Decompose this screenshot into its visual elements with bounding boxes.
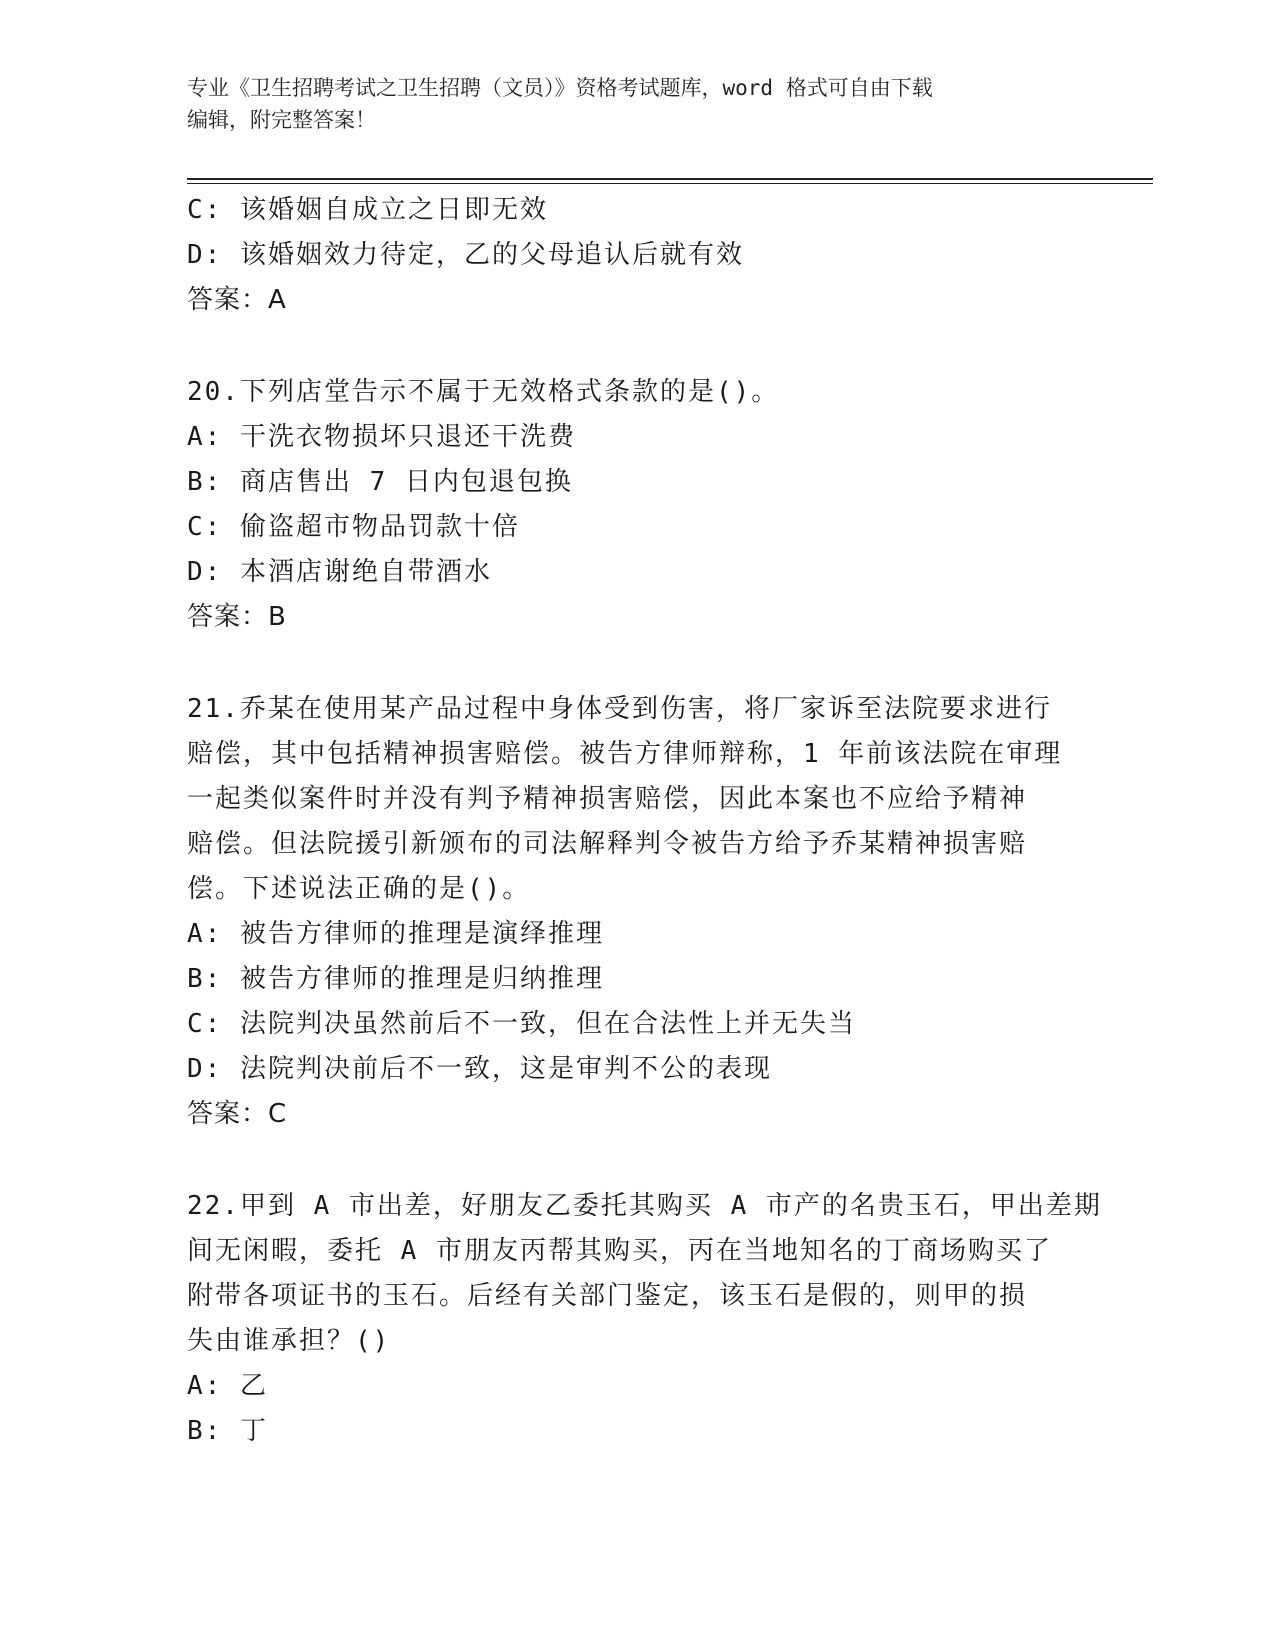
header-divider-thin <box>187 183 1153 184</box>
option-d: D: 法院判决前后不一致，这是审判不公的表现 <box>187 1054 772 1084</box>
question-stem-line: 偿。下述说法正确的是()。 <box>187 874 531 904</box>
option-a: A: 干洗衣物损坏只退还干洗费 <box>187 422 576 452</box>
spacer <box>187 323 1087 370</box>
question-stem-line: 21.乔某在使用某产品过程中身体受到伤害，将厂家诉至法院要求进行 <box>187 694 1052 724</box>
question-stem-line: 赔偿，其中包括精神损害赔偿。被告方律师辩称，1 年前该法院在审理 <box>187 739 1063 769</box>
option-b: B: 丁 <box>187 1416 268 1446</box>
question-20 <box>187 370 1087 640</box>
spacer <box>187 1137 1087 1184</box>
question-stem-line: 一起类似案件时并没有判予精神损害赔偿，因此本案也不应给予精神 <box>187 784 1028 814</box>
question-stem-line: 22.甲到 A 市出差，好朋友乙委托其购买 A 市产的名贵玉石，甲出差期 <box>187 1191 1102 1221</box>
option-d: D: 本酒店谢绝自带酒水 <box>187 557 492 587</box>
answer-line: 答案：A <box>187 285 287 315</box>
option-a: A: 被告方律师的推理是演绎推理 <box>187 919 604 949</box>
document-body <box>187 188 1102 1454</box>
header-line-1: 专业《卫生招聘考试之卫生招聘（文员）》资格考试题库，word 格式可自由下载 <box>187 76 933 100</box>
header-line-2: 编辑，附完整答案！ <box>187 108 376 132</box>
question-stem: 20.下列店堂告示不属于无效格式条款的是()。 <box>187 377 780 407</box>
option-b: B: 被告方律师的推理是归纳推理 <box>187 964 604 994</box>
option-d: D: 该婚姻效力待定，乙的父母追认后就有效 <box>187 240 744 270</box>
question-stem-line: 附带各项证书的玉石。后经有关部门鉴定，该玉石是假的，则甲的损 <box>187 1281 1028 1311</box>
option-c: C: 该婚姻自成立之日即无效 <box>187 195 548 225</box>
option-c: C: 法院判决虽然前后不一致，但在合法性上并无失当 <box>187 1009 856 1039</box>
question-22 <box>187 1184 1102 1454</box>
option-c: C: 偷盗超市物品罚款十倍 <box>187 512 520 542</box>
question-stem-line: 赔偿。但法院援引新颁布的司法解释判令被告方给予乔某精神损害赔 <box>187 829 1028 859</box>
option-b: B: 商店售出 7 日内包退包换 <box>187 467 573 497</box>
question-19-tail <box>187 188 1087 323</box>
answer-line: 答案：B <box>187 602 287 632</box>
header-divider-thick <box>187 178 1153 180</box>
question-21 <box>187 687 1087 1137</box>
answer-line: 答案：C <box>187 1099 288 1129</box>
question-stem-line: 间无闲暇，委托 A 市朋友丙帮其购买，丙在当地知名的丁商场购买了 <box>187 1236 1052 1266</box>
question-stem-line: 失由谁承担？() <box>187 1326 391 1356</box>
option-a: A: 乙 <box>187 1371 268 1401</box>
spacer <box>187 640 1087 687</box>
document-header <box>187 72 1087 136</box>
